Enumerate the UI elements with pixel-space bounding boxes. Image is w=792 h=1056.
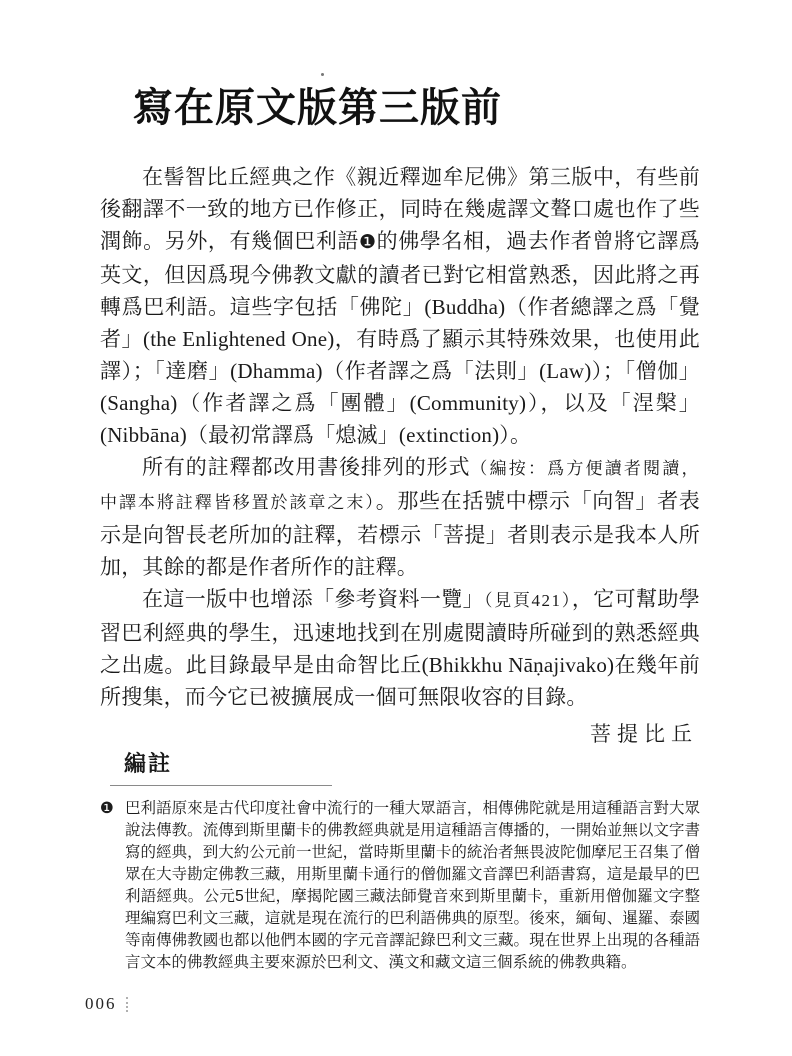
paragraph-2-text-b: 。那些在括號中標示「向智」者表示是向智長老所加的註釋，若標示「菩提」者則表示是我本人所加，其餘的都是作者所作的註釋。 xyxy=(100,489,701,579)
footnote-number-icon: ❶ xyxy=(100,800,114,817)
author-signature: 菩提比丘 xyxy=(590,722,698,746)
paragraph-2 xyxy=(100,451,700,583)
paragraph-1-text-b: 的佛學名相，過去作者曾將它譯爲英文，但因爲現今佛教文獻的讀者已對它相當熟悉，因此將之再轉爲巴利語。這些字包括「佛陀」(Buddha)（作者總譯之爲「覺者」(the Enlightened One)，有時爲了顯示其特殊效果，也使用此譯）；「達磨」(Dhamma)（作者譯之爲「法則」(Law)）；「僧伽」(Sangha)（作者譯之爲「團體」(Community)），以及「涅槃」(Nibbāna)（最初常譯爲「熄滅」(extinction)）。 xyxy=(100,229,701,447)
editor-notes-heading: 編註 xyxy=(124,751,173,776)
footnote-text: 巴利語原來是古代印度社會中流行的一種大眾語言，相傳佛陀就是用這種語言對大眾說法傳教。流傳到斯里蘭卡的佛教經典就是用這種語言傳播的，一開始並無以文字書寫的經典，到大約公元前一世紀，當時斯里蘭卡的統治者無畏波陀伽摩尼王召集了僧眾在大寺勘定佛教三藏，用斯里蘭卡通行的僧伽羅文音譯巴利語書寫，這是最早的巴利語經典。公元5世紀，摩揭陀國三藏法師覺音來到斯里蘭卡，重新用僧伽羅文字整理編寫巴利文三藏，這就是現在流行的巴利語佛典的原型。後來，緬甸、暹羅、泰國等南傳佛教國也都以他們本國的字元音譯記錄巴利文三藏。現在世界上出現的各種語言文本的佛教經典主要來源於巴利文、漢文和藏文這三個系統的佛教典籍。 xyxy=(125,800,700,971)
footnote-ref-1: ❶ xyxy=(359,232,377,253)
paragraph-2-text-a: 所有的註釋都改用書後排列的形式 xyxy=(142,455,471,479)
paragraph-3-text-b: ，它可幫助學習巴利經典的學生，迅速地找到在別處閱讀時所碰到的熟悉經典之出處。此目錄最早是由命智比丘(Bhikkhu Nāṇajivako)在幾年前所搜集，而今它已被擴展成一個可無限收容的目錄。 xyxy=(100,587,701,709)
paragraph-1-text-a: 在髻智比丘經典之作《親近釋迦牟尼佛》第三版中，有些前後翻譯不一致的地方已作修正，同時在幾處譯文聱口處也作了些潤飾。另外，有幾個巴利語 xyxy=(100,165,700,253)
page-reference-note: （見頁421） xyxy=(484,591,572,610)
page-number: 006 xyxy=(85,994,117,1013)
page-title: 寫在原文版第三版前 xyxy=(133,85,502,130)
paragraph-3 xyxy=(100,583,700,713)
footnote-divider-rule xyxy=(110,785,332,786)
paragraph-1 xyxy=(100,161,700,451)
page-folio xyxy=(85,994,128,1014)
editor-inline-note: （編按：爲方便讀者閱讀，中譯本將註釋皆移置於該章之末） xyxy=(100,459,701,512)
folio-divider xyxy=(126,997,128,1012)
body-text xyxy=(100,161,700,713)
footnote-item-1 xyxy=(100,798,700,974)
paragraph-3-text-a: 在這一版中也增添「參考資料一覽」 xyxy=(142,587,485,611)
text-column xyxy=(100,161,700,974)
